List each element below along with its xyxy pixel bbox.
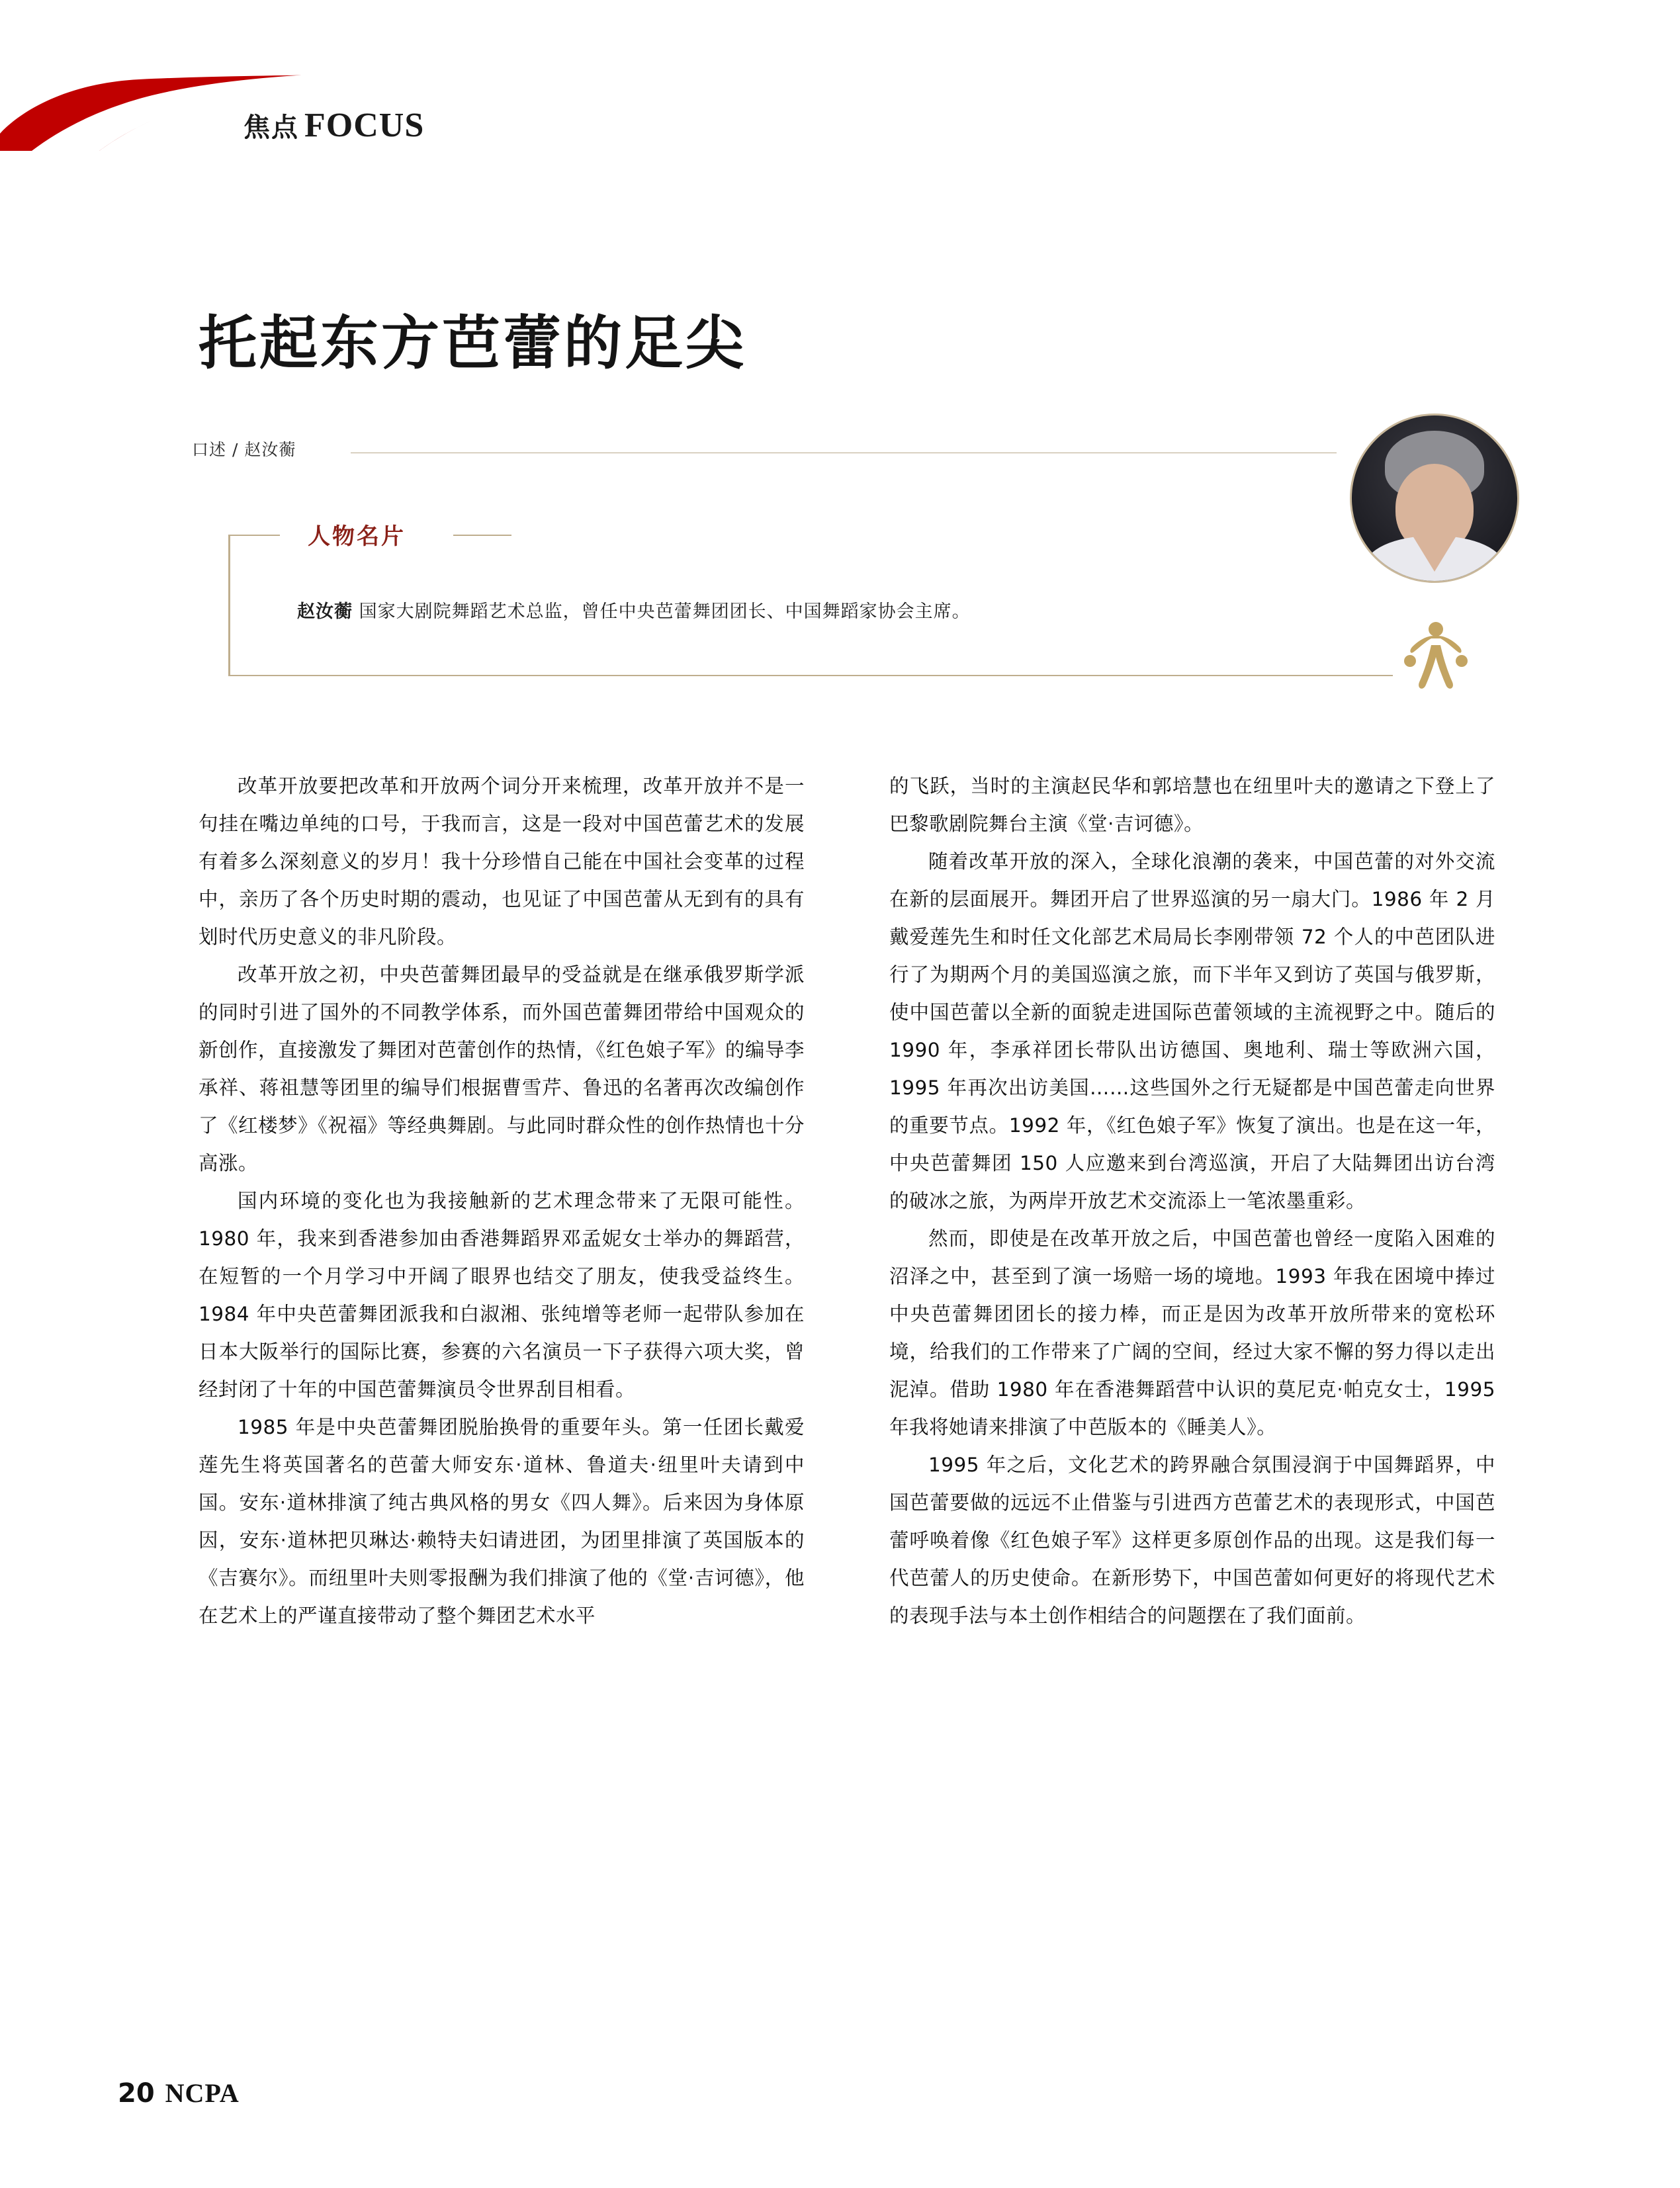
profile-card-heading: 人物名片 <box>297 518 416 550</box>
profile-name: 赵汝蘅 <box>297 601 353 622</box>
column-right <box>889 767 1495 1635</box>
column-left <box>199 767 805 1635</box>
section-label-en: FOCUS <box>304 107 425 144</box>
paragraph: 的飞跃，当时的主演赵民华和郭培慧也在纽里叶夫的邀请之下登上了巴黎歌剧院舞台主演《堂·吉诃德》。 <box>889 775 1495 835</box>
article-body <box>199 767 1495 1635</box>
section-label <box>243 106 424 145</box>
section-label-cn: 焦点 <box>243 112 299 143</box>
profile-card-text <box>297 597 971 623</box>
profile-description: 国家大剧院舞蹈艺术总监，曾任中央芭蕾舞团团长、中国舞蹈家协会主席。 <box>359 601 971 622</box>
page-number: 20 <box>118 2078 155 2109</box>
profile-heading-rule <box>453 535 511 536</box>
paragraph: 改革开放之初，中央芭蕾舞团最早的受益就是在继承俄罗斯学派的同时引进了国外的不同教学体系，而外国芭蕾舞团带给中国观众的新创作，直接激发了舞团对芭蕾创作的热情，《红色娘子军》的编导李承祥、蒋祖慧等团里的编导们根据曹雪芹、鲁迅的名著再次改编创作了《红楼梦》《祝福》等经典舞剧。与此同时群众性的创作热情也十分高涨。 <box>199 963 805 1174</box>
paragraph: 国内环境的变化也为我接触新的艺术理念带来了无限可能性。1980 年，我来到香港参加由香港舞蹈界邓孟妮女士举办的舞蹈营，在短暂的一个月学习中开阔了眼界也结交了朋友，使我受益终生。1984 年中央芭蕾舞团派我和白淑湘、张纯增等老师一起带队参加在日本大阪举行的国际比赛，参赛的六名演员一下子获得六项大奖，曾经封闭了十年的中国芭蕾舞演员令世界刮目相看。 <box>199 1190 805 1401</box>
page-footer <box>118 2078 240 2109</box>
publication-brand: NCPA <box>165 2078 240 2108</box>
paragraph: 1995 年之后，文化艺术的跨界融合氛围浸润于中国舞蹈界，中国芭蕾要做的远远不止借鉴与引进西方芭蕾艺术的表现形式，中国芭蕾呼唤着像《红色娘子军》这样更多原创作品的出现。这是我们每一代芭蕾人的历史使命。在新形势下，中国芭蕾如何更好的将现代艺术的表现手法与本土创作相结合的问题摆在了我们面前。 <box>889 1454 1495 1627</box>
paragraph: 然而，即使是在改革开放之后，中国芭蕾也曾经一度陷入困难的沼泽之中，甚至到了演一场赔一场的境地。1993 年我在困境中捧过中央芭蕾舞团团长的接力棒，而正是因为改革开放所带来的宽松环境，给我们的工作带来了广阔的空间，经过大家不懈的努力得以走出泥淖。借助 1980 年在香港舞蹈营中认识的莫尼克·帕克女士，1995 年我将她请来排演了中芭版本的《睡美人》。 <box>889 1227 1495 1438</box>
byline: 口述 / 赵汝蘅 <box>192 440 296 459</box>
page-title: 托起东方芭蕾的足尖 <box>199 308 747 377</box>
paragraph: 1985 年是中央芭蕾舞团脱胎换骨的重要年头。第一任团长戴爱莲先生将英国著名的芭蕾大师安东·道林、鲁道夫·纽里叶夫请到中国。安东·道林排演了纯古典风格的男女《四人舞》。后来因为身体原因，安东·道林把贝琳达·赖特夫妇请进团，为团里排演了英国版本的《吉赛尔》。而纽里叶夫则零报酬为我们排演了他的《堂·吉诃德》，他在艺术上的严谨直接带动了整个舞团艺术水平 <box>199 1416 805 1627</box>
profile-card-bottom-rule <box>228 675 1393 676</box>
paragraph: 随着改革开放的深入，全球化浪潮的袭来，中国芭蕾的对外交流在新的层面展开。舞团开启了世界巡演的另一扇大门。1986 年 2 月戴爱莲先生和时任文化部艺术局局长李刚带领 72 个人的中芭团队进行了为期两个月的美国巡演之旅，而下半年又到访了英国与俄罗斯，使中国芭蕾以全新的面貌走进国际芭蕾领域的主流视野之中。随后的 1990 年，李承祥团长带队出访德国、奥地利、瑞士等欧洲六国，1995 年再次出访美国……这些国外之行无疑都是中国芭蕾走向世界的重要节点。1992 年，《红色娘子军》恢复了演出。也是在这一年，中央芭蕾舞团 150 人应邀来到台湾巡演，开启了大陆舞团出访台湾的破冰之旅，为两岸开放艺术交流添上一笔浓墨重彩。 <box>889 850 1495 1212</box>
dancer-icon <box>1399 619 1472 701</box>
paragraph: 改革开放要把改革和开放两个词分开来梳理，改革开放并不是一句挂在嘴边单纯的口号，于我而言，这是一段对中国芭蕾艺术的发展有着多么深刻意义的岁月！我十分珍惜自己能在中国社会变革的过程中，亲历了各个历史时期的震动，也见证了中国芭蕾从无到有的具有划时代历史意义的非凡阶段。 <box>199 775 805 948</box>
profile-card <box>228 523 1393 688</box>
profile-card-top-rule <box>228 535 280 536</box>
profile-card-left-rule <box>228 535 230 675</box>
